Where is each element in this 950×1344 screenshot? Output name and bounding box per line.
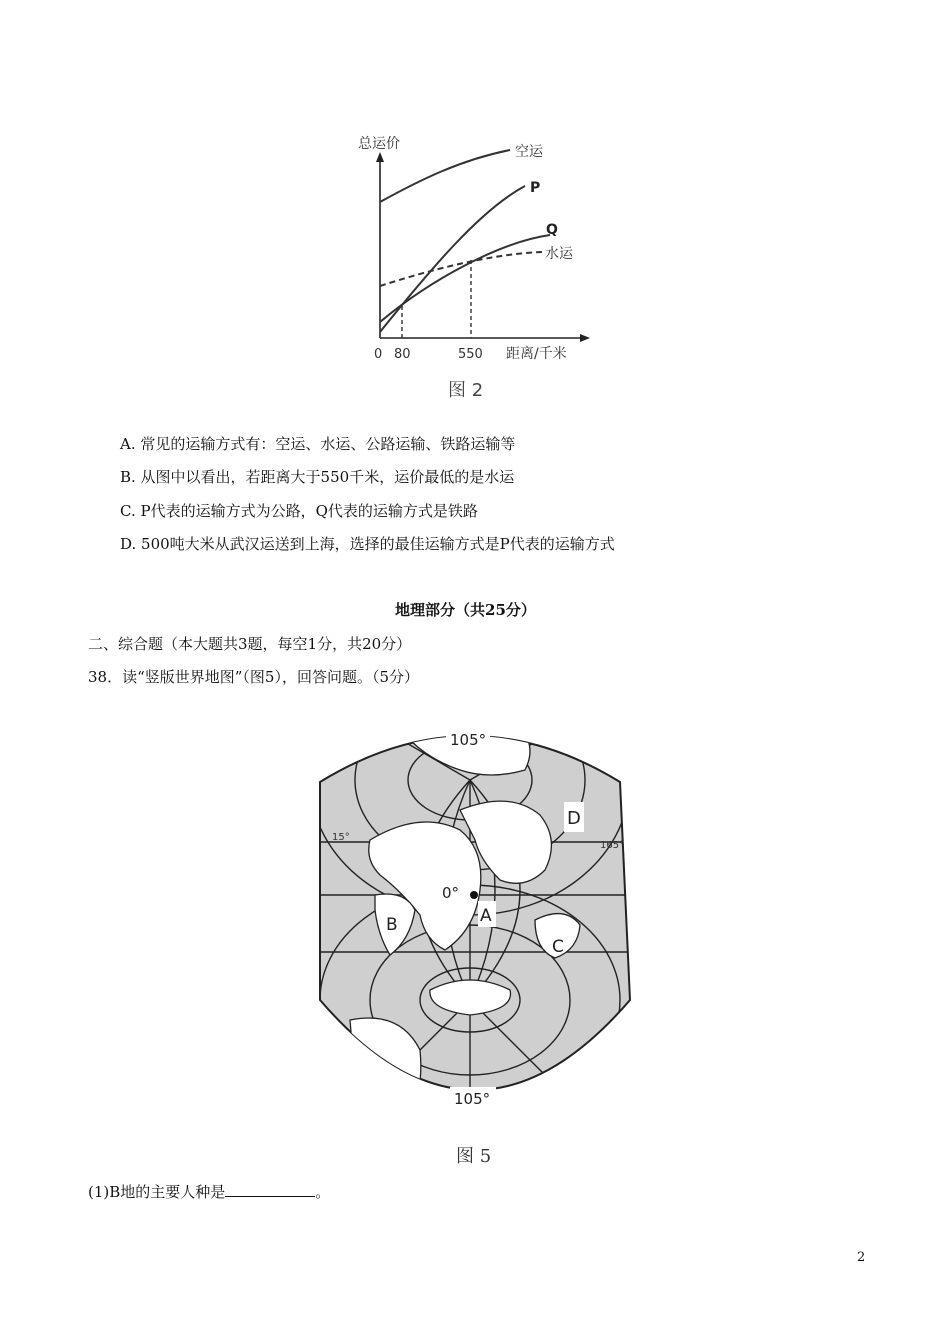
label-15: 15° <box>332 832 350 843</box>
x-tick-550: 550 <box>458 347 483 362</box>
label-a: A <box>480 906 492 926</box>
figure-5-map <box>310 700 640 1180</box>
point-a-marker <box>470 891 478 899</box>
label-bottom-105: 105° <box>454 1090 491 1108</box>
page-number: 2 <box>857 1250 866 1265</box>
x-axis-label: 距离/千米 <box>506 346 567 362</box>
figure-2-chart <box>350 120 600 410</box>
sub-question-1 <box>88 1182 330 1202</box>
option-b: B. 从图中以看出，若距离大于550千米，运价最低的是水运 <box>120 468 515 486</box>
series-air-label: 空运 <box>515 144 543 160</box>
sub-question-1-suffix: 。 <box>315 1183 331 1201</box>
label-zero: 0° <box>442 884 460 902</box>
figure-5-caption: 图 5 <box>456 1146 492 1167</box>
chart-caption: 图 2 <box>448 380 484 401</box>
label-165: 165° <box>600 840 625 851</box>
y-axis-label: 总运价 <box>358 136 400 152</box>
label-d: D <box>567 808 581 829</box>
label-c: C <box>552 937 564 957</box>
series-p-label: P <box>530 180 541 196</box>
part-heading: 二、综合题（本大题共3题，每空1分，共20分） <box>88 635 412 653</box>
sub-question-1-prefix: (1)B地的主要人种是 <box>88 1183 226 1201</box>
section-title: 地理部分（共25分） <box>395 601 536 619</box>
x-tick-0: 0 <box>374 347 383 362</box>
label-b: B <box>386 915 398 935</box>
x-tick-80: 80 <box>394 347 411 362</box>
option-d: D. 500吨大米从武汉运送到上海，选择的最佳运输方式是P代表的运输方式 <box>120 535 615 553</box>
series-q-label: Q <box>546 222 558 238</box>
map-south-landmass <box>350 1018 421 1130</box>
series-water-label: 水运 <box>545 246 573 262</box>
option-c: C. P代表的运输方式为公路，Q代表的运输方式是铁路 <box>120 502 478 520</box>
question-38: 38．读“竖版世界地图”（图5），回答问题。（5分） <box>88 668 420 686</box>
option-a: A. 常见的运输方式有：空运、水运、公路运输、铁路运输等 <box>120 435 516 453</box>
label-top-105: 105° <box>450 731 487 749</box>
answer-blank[interactable] <box>225 1182 315 1197</box>
